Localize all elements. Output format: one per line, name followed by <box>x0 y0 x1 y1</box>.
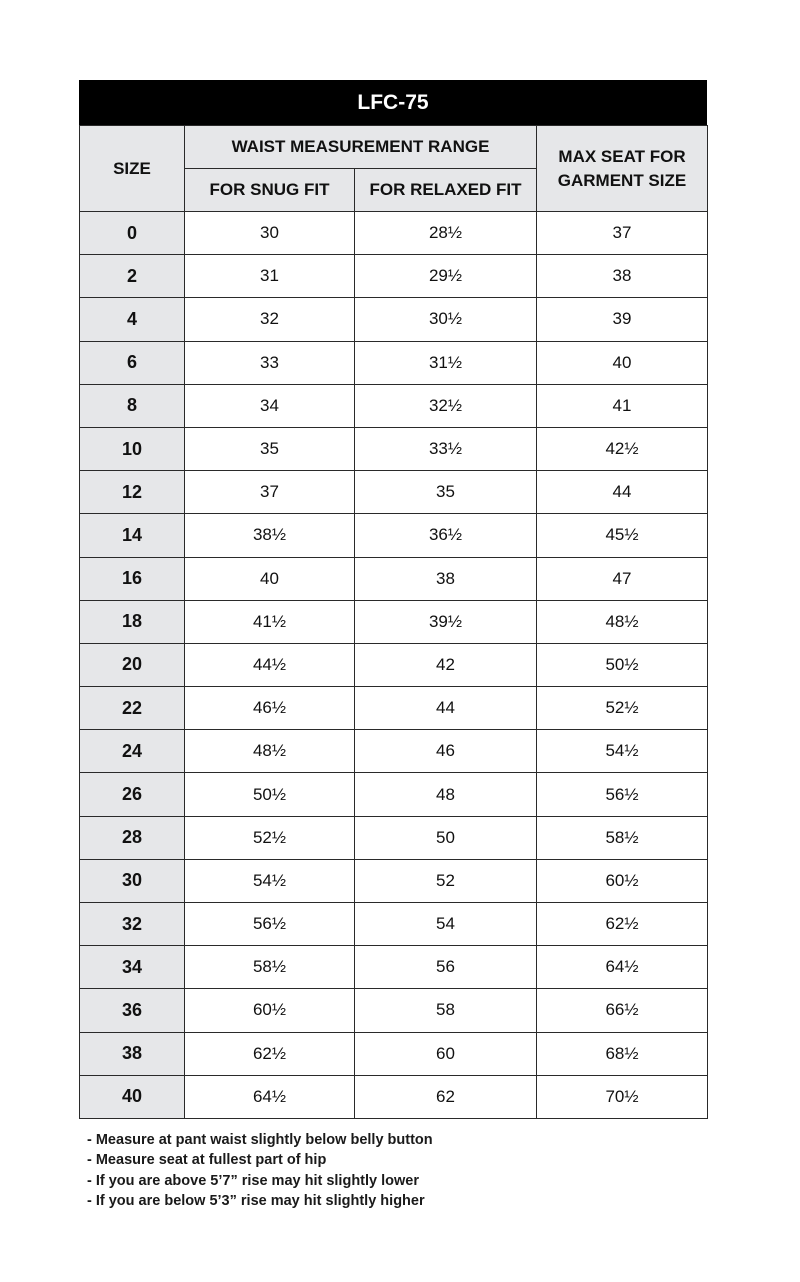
size-cell: 4 <box>80 298 185 341</box>
table-row <box>80 989 708 1032</box>
relaxed-fit-cell: 48 <box>355 773 537 816</box>
table-row <box>80 600 708 643</box>
table-row <box>80 1075 708 1118</box>
snug-fit-cell: 56½ <box>185 903 355 946</box>
waist-range-header: WAIST MEASUREMENT RANGE <box>185 126 537 169</box>
size-cell: 18 <box>80 600 185 643</box>
relaxed-fit-cell: 44 <box>355 687 537 730</box>
max-seat-cell: 50½ <box>537 643 708 686</box>
table-body <box>80 212 708 1119</box>
table-row <box>80 773 708 816</box>
relaxed-fit-cell: 35 <box>355 471 537 514</box>
table-row <box>80 859 708 902</box>
notes-list <box>87 1130 433 1211</box>
size-cell: 26 <box>80 773 185 816</box>
chart-title: LFC-75 <box>79 80 707 125</box>
max-seat-cell: 38 <box>537 255 708 298</box>
size-cell: 10 <box>80 427 185 470</box>
size-cell: 22 <box>80 687 185 730</box>
size-cell: 20 <box>80 643 185 686</box>
table-row <box>80 816 708 859</box>
max-seat-cell: 39 <box>537 298 708 341</box>
table-row <box>80 730 708 773</box>
size-cell: 34 <box>80 946 185 989</box>
snug-fit-cell: 40 <box>185 557 355 600</box>
snug-fit-cell: 41½ <box>185 600 355 643</box>
max-seat-cell: 52½ <box>537 687 708 730</box>
snug-fit-cell: 38½ <box>185 514 355 557</box>
size-cell: 0 <box>80 212 185 255</box>
size-cell: 2 <box>80 255 185 298</box>
max-seat-cell: 60½ <box>537 859 708 902</box>
relaxed-fit-cell: 30½ <box>355 298 537 341</box>
table-row <box>80 212 708 255</box>
max-seat-cell: 44 <box>537 471 708 514</box>
table-row <box>80 1032 708 1075</box>
table-row <box>80 341 708 384</box>
snug-fit-cell: 48½ <box>185 730 355 773</box>
snug-fit-cell: 54½ <box>185 859 355 902</box>
table-row <box>80 514 708 557</box>
note-item: - Measure seat at fullest part of hip <box>87 1152 327 1169</box>
relaxed-fit-cell: 31½ <box>355 341 537 384</box>
snug-fit-cell: 52½ <box>185 816 355 859</box>
table-row <box>80 255 708 298</box>
relaxed-fit-cell: 42 <box>355 643 537 686</box>
snug-fit-header: FOR SNUG FIT <box>185 169 355 212</box>
size-cell: 8 <box>80 384 185 427</box>
relaxed-fit-cell: 60 <box>355 1032 537 1075</box>
size-column-header: SIZE <box>80 126 185 212</box>
max-seat-cell: 41 <box>537 384 708 427</box>
table-row <box>80 427 708 470</box>
table-row <box>80 471 708 514</box>
max-seat-cell: 56½ <box>537 773 708 816</box>
snug-fit-cell: 30 <box>185 212 355 255</box>
max-seat-cell: 70½ <box>537 1075 708 1118</box>
max-seat-cell: 47 <box>537 557 708 600</box>
max-seat-cell: 40 <box>537 341 708 384</box>
max-seat-header-line2: GARMENT SIZE <box>557 170 687 190</box>
relaxed-fit-cell: 29½ <box>355 255 537 298</box>
size-cell: 38 <box>80 1032 185 1075</box>
relaxed-fit-cell: 39½ <box>355 600 537 643</box>
relaxed-fit-cell: 62 <box>355 1075 537 1118</box>
snug-fit-cell: 31 <box>185 255 355 298</box>
table-row <box>80 384 708 427</box>
snug-fit-cell: 33 <box>185 341 355 384</box>
snug-fit-cell: 62½ <box>185 1032 355 1075</box>
table-row <box>80 557 708 600</box>
size-cell: 14 <box>80 514 185 557</box>
max-seat-cell: 66½ <box>537 989 708 1032</box>
relaxed-fit-cell: 52 <box>355 859 537 902</box>
relaxed-fit-header: FOR RELAXED FIT <box>355 169 537 212</box>
relaxed-fit-cell: 28½ <box>355 212 537 255</box>
size-cell: 40 <box>80 1075 185 1118</box>
snug-fit-cell: 34 <box>185 384 355 427</box>
note-item: - If you are below 5’3” rise may hit slightly higher <box>87 1192 425 1209</box>
max-seat-cell: 68½ <box>537 1032 708 1075</box>
max-seat-cell: 45½ <box>537 514 708 557</box>
max-seat-cell: 64½ <box>537 946 708 989</box>
relaxed-fit-cell: 54 <box>355 903 537 946</box>
size-cell: 12 <box>80 471 185 514</box>
relaxed-fit-cell: 50 <box>355 816 537 859</box>
max-seat-header <box>537 126 708 212</box>
snug-fit-cell: 58½ <box>185 946 355 989</box>
table-row <box>80 643 708 686</box>
max-seat-cell: 42½ <box>537 427 708 470</box>
relaxed-fit-cell: 36½ <box>355 514 537 557</box>
relaxed-fit-cell: 56 <box>355 946 537 989</box>
note-item: - If you are above 5’7” rise may hit slightly lower <box>87 1172 419 1189</box>
table-row <box>80 298 708 341</box>
max-seat-cell: 62½ <box>537 903 708 946</box>
max-seat-cell: 54½ <box>537 730 708 773</box>
max-seat-cell: 58½ <box>537 816 708 859</box>
note-item: - Measure at pant waist slightly below belly button <box>87 1132 433 1148</box>
size-chart <box>79 80 707 1119</box>
snug-fit-cell: 32 <box>185 298 355 341</box>
relaxed-fit-cell: 32½ <box>355 384 537 427</box>
relaxed-fit-cell: 38 <box>355 557 537 600</box>
relaxed-fit-cell: 33½ <box>355 427 537 470</box>
snug-fit-cell: 46½ <box>185 687 355 730</box>
size-cell: 16 <box>80 557 185 600</box>
size-table <box>79 125 708 1119</box>
table-row <box>80 903 708 946</box>
table-row <box>80 946 708 989</box>
snug-fit-cell: 37 <box>185 471 355 514</box>
max-seat-cell: 48½ <box>537 600 708 643</box>
snug-fit-cell: 44½ <box>185 643 355 686</box>
max-seat-header-line1: MAX SEAT FOR <box>558 146 686 166</box>
size-cell: 6 <box>80 341 185 384</box>
snug-fit-cell: 64½ <box>185 1075 355 1118</box>
relaxed-fit-cell: 58 <box>355 989 537 1032</box>
size-cell: 24 <box>80 730 185 773</box>
table-row <box>80 687 708 730</box>
snug-fit-cell: 60½ <box>185 989 355 1032</box>
snug-fit-cell: 35 <box>185 427 355 470</box>
size-cell: 30 <box>80 859 185 902</box>
relaxed-fit-cell: 46 <box>355 730 537 773</box>
size-cell: 32 <box>80 903 185 946</box>
size-cell: 28 <box>80 816 185 859</box>
max-seat-cell: 37 <box>537 212 708 255</box>
size-cell: 36 <box>80 989 185 1032</box>
table-header <box>80 126 708 212</box>
snug-fit-cell: 50½ <box>185 773 355 816</box>
